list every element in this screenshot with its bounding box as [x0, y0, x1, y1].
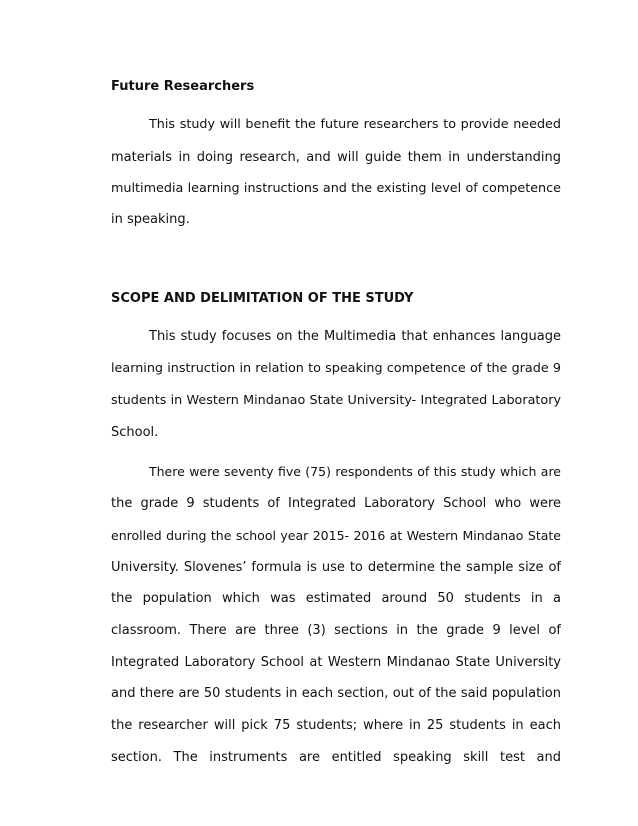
paragraph-line: the grade 9 students of Integrated Laboratory School who were [111, 496, 561, 511]
paragraph-line: University. Slovenes’ formula is use to determine the sample size of [111, 560, 561, 575]
paragraph-line: the population which was estimated around 50 students in a [111, 591, 561, 606]
paragraph-line: School. [111, 425, 159, 440]
paragraph-line: There were seventy five (75) respondents of this study which are [149, 464, 561, 479]
paragraph-line: learning instruction in relation to speaking competence of the grade 9 [111, 361, 561, 376]
section-heading-future-researchers: Future Researchers [111, 79, 255, 94]
paragraph-line: enrolled during the school year 2015- 2016 at Western Mindanao State [111, 528, 561, 543]
paragraph-line: and there are 50 students in each section, out of the said population [111, 686, 561, 701]
section-heading-scope-delimitation: SCOPE AND DELIMITATION OF THE STUDY [111, 291, 414, 306]
paragraph-line: multimedia learning instructions and the existing level of competence [111, 181, 561, 196]
paragraph-line: This study will benefit the future researchers to provide needed [149, 117, 561, 132]
paragraph-line: materials in doing research, and will guide them in understanding [111, 150, 561, 165]
paragraph-line: This study focuses on the Multimedia that enhances language [149, 329, 561, 344]
paragraph-line: students in Western Mindanao State University- Integrated Laboratory [111, 393, 561, 408]
paragraph-line: section. The instruments are entitled speaking skill test and [111, 750, 561, 765]
paragraph-line: in speaking. [111, 212, 190, 227]
paragraph-line: Integrated Laboratory School at Western Mindanao State University [111, 655, 561, 670]
paragraph-line: the researcher will pick 75 students; where in 25 students in each [111, 718, 561, 733]
paragraph-line: classroom. There are three (3) sections in the grade 9 level of [111, 623, 561, 638]
